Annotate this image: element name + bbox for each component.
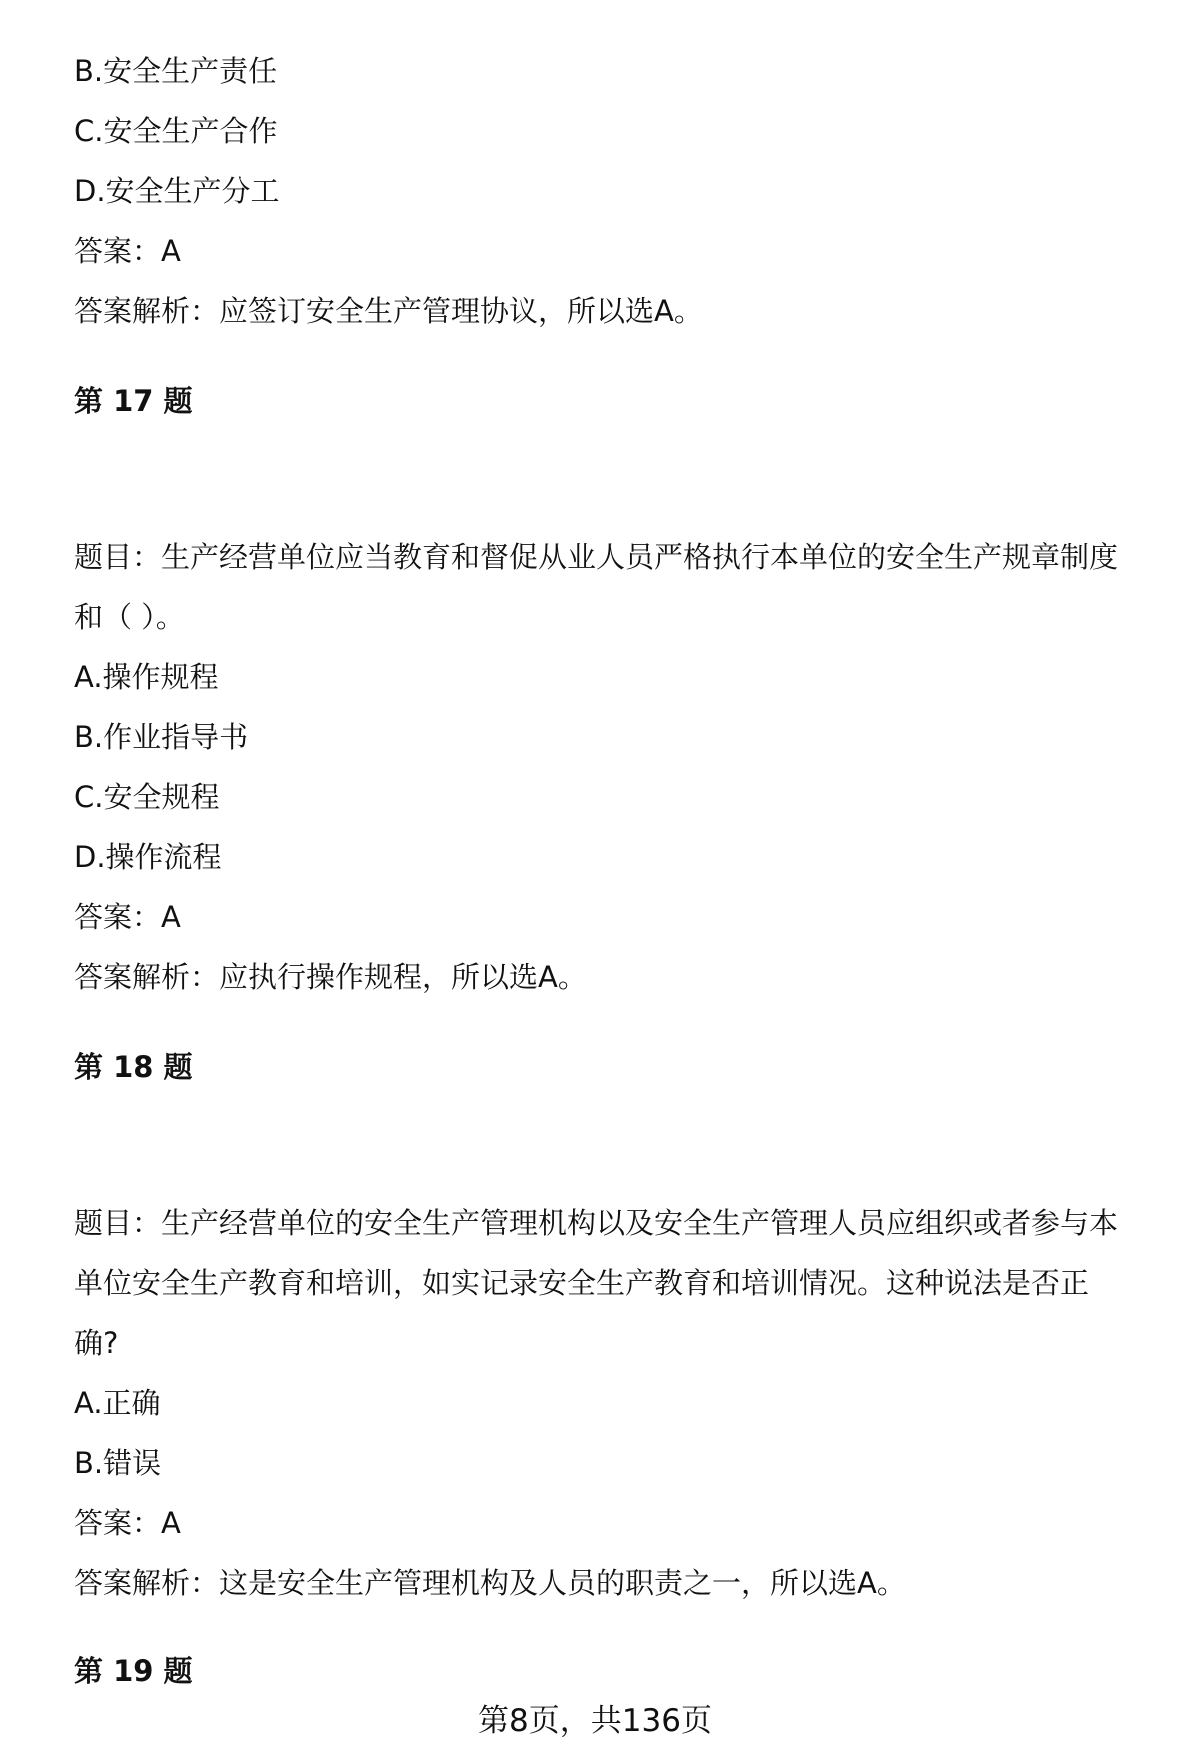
question-heading: 第 18 题 bbox=[74, 1050, 193, 1084]
answer: 答案：A bbox=[74, 1506, 181, 1540]
answer-explanation: 答案解析：应签订安全生产管理协议，所以选A。 bbox=[74, 294, 703, 328]
option-a: A.正确 bbox=[74, 1386, 161, 1420]
question-heading: 第 17 题 bbox=[74, 384, 193, 418]
question-stem-line: 确? bbox=[74, 1326, 119, 1360]
question-stem-line: 单位安全生产教育和培训，如实记录安全生产教育和培训情况。这种说法是否正 bbox=[74, 1266, 1090, 1300]
option-b: B.安全生产责任 bbox=[74, 54, 278, 88]
answer: 答案：A bbox=[74, 900, 181, 934]
answer-explanation: 答案解析：应执行操作规程，所以选A。 bbox=[74, 960, 587, 994]
option-c: C.安全规程 bbox=[74, 780, 220, 814]
option-b: B.错误 bbox=[74, 1446, 162, 1480]
question-stem-line: 和（ ）。 bbox=[74, 600, 185, 634]
option-d: D.操作流程 bbox=[74, 840, 222, 874]
question-stem-line: 题目：生产经营单位应当教育和督促从业人员严格执行本单位的安全生产规章制度 bbox=[74, 540, 1119, 574]
answer: 答案：A bbox=[74, 234, 181, 268]
option-a: A.操作规程 bbox=[74, 660, 219, 694]
option-c: C.安全生产合作 bbox=[74, 114, 278, 148]
answer-explanation: 答案解析：这是安全生产管理机构及人员的职责之一，所以选A。 bbox=[74, 1566, 906, 1600]
question-stem-line: 题目：生产经营单位的安全生产管理机构以及安全生产管理人员应组织或者参与本 bbox=[74, 1206, 1119, 1240]
question-heading: 第 19 题 bbox=[74, 1654, 193, 1688]
option-d: D.安全生产分工 bbox=[74, 174, 280, 208]
option-b: B.作业指导书 bbox=[74, 720, 249, 754]
page-footer: 第8页，共136页 bbox=[478, 1703, 712, 1739]
